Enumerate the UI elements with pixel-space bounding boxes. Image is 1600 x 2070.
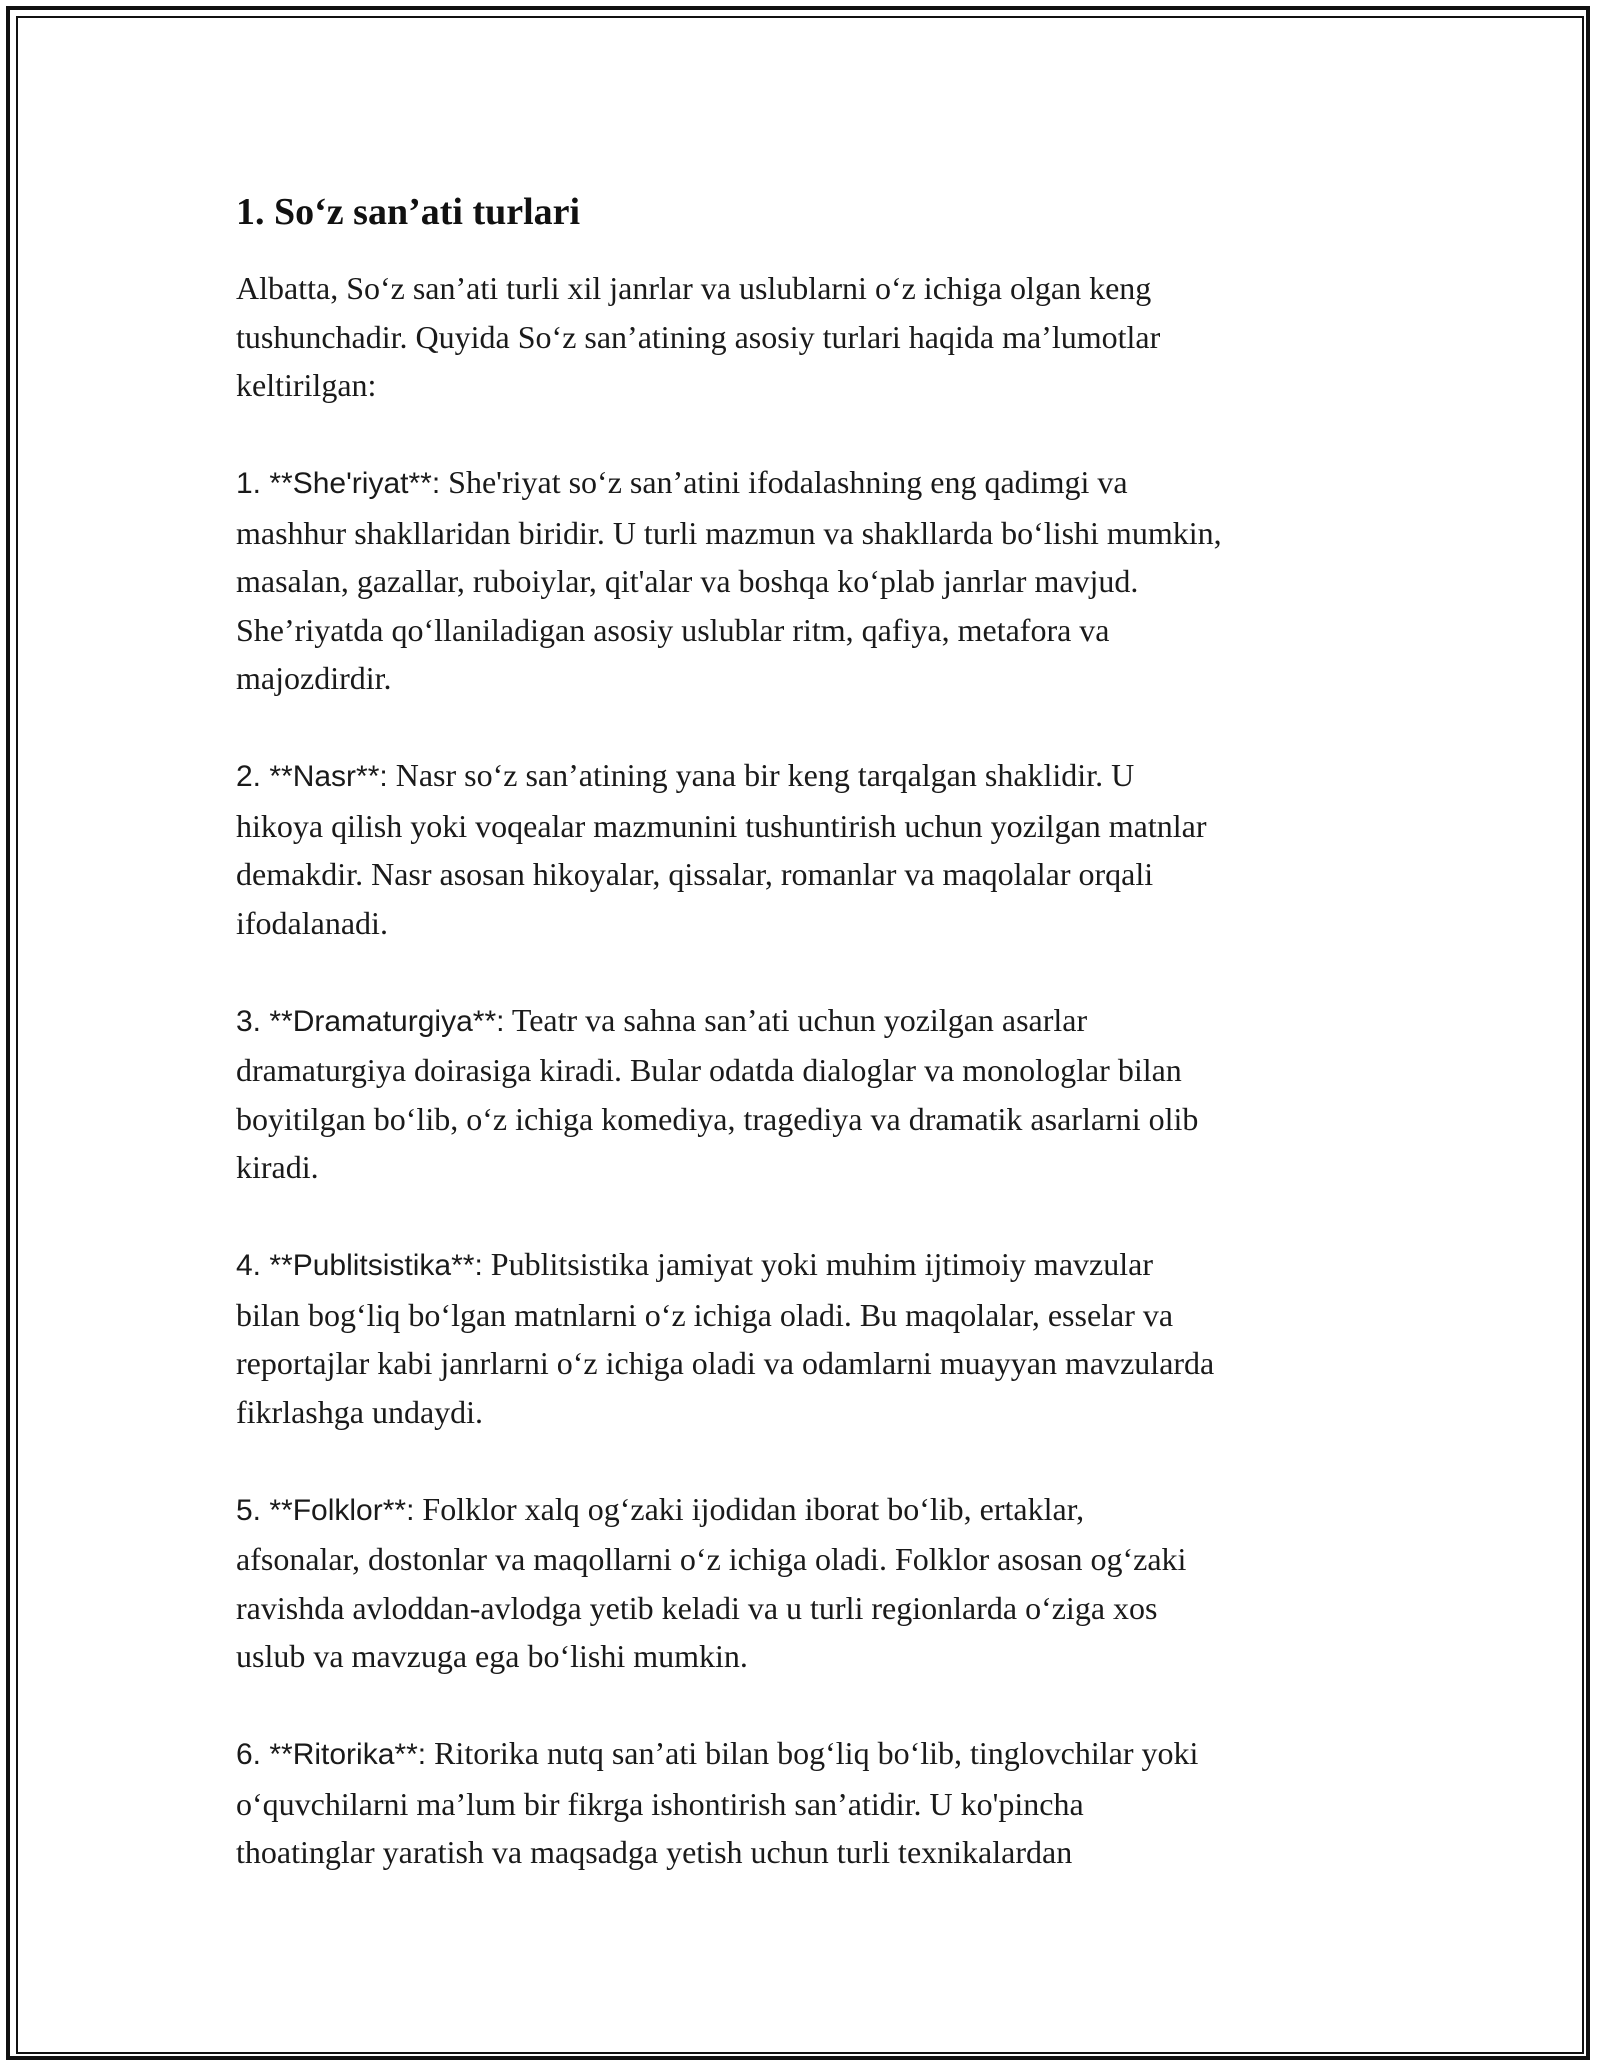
list-item-text: Teatr va sahna san’ati uchun yozilgan asarlar dramaturgiya doirasiga kiradi. Bular odatda dialoglar va monologlar bilan boyitilgan bo‘lib, o‘z ichiga komediya, tragediya va dramatik asarlarni olib kiradi. bbox=[236, 1001, 1199, 1185]
list-item-nasr bbox=[236, 751, 1376, 947]
page-title: 1. So‘z san’ati turlari bbox=[236, 191, 581, 233]
list-item-text: Ritorika nutq san’ati bilan bog‘liq bo‘lib, tinglovchilar yoki o‘quvchilarni ma’lum bir fikrga ishontirish san’atidir. U ko'pincha thoatinglar yaratish va maqsadga yetish uchun turli texnikalardan bbox=[236, 1735, 1199, 1870]
list-item-lead: 3. **Dramaturgiya**: bbox=[236, 1004, 505, 1038]
list-item-ritorika bbox=[236, 1729, 1376, 1877]
list-item-lead: 5. **Folklor**: bbox=[236, 1493, 415, 1527]
list-item-sheriyat bbox=[236, 458, 1376, 703]
list-item-dramaturgiya bbox=[236, 996, 1376, 1192]
list-item-text: Folklor xalq og‘zaki ijodidan iborat bo‘lib, ertaklar, afsonalar, dostonlar va maqollarni o‘z ichiga oladi. Folklor asosan og‘zaki ravishda avloddan-avlodga yetib keladi va u turli regionlarda o‘ziga xos uslub va mavzuga ega bo‘lishi mumkin. bbox=[236, 1490, 1187, 1674]
list-item-lead: 2. **Nasr**: bbox=[236, 760, 388, 793]
list-item-lead: 1. **She'riyat**: bbox=[236, 467, 441, 500]
list-item-lead: 6. **Ritorika**: bbox=[236, 1738, 427, 1771]
list-item-text: Publitsistika jamiyat yoki muhim ijtimoiy mavzular bilan bog‘liq bo‘lgan matnlarni o‘z ichiga oladi. Bu maqolalar, esselar va reportajlar kabi janrlarni o‘z ichiga oladi va odamlarni muayyan mavzularda fikrlashga undaydi. bbox=[236, 1246, 1215, 1430]
list-item-text: She'riyat so‘z san’atini ifodalashning eng qadimgi va mashhur shakllaridan biridir. U turli mazmun va shakllarda bo‘lishi mumkin, masalan, gazallar, ruboiylar, qit'alar va boshqa ko‘plab janrlar mavjud. She’riyatda qo‘llaniladigan asosiy uslublar ritm, qafiya, metafora va majozdirdir. bbox=[236, 464, 1222, 696]
list-item-text: Nasr so‘z san’atining yana bir keng tarqalgan shaklidir. U hikoya qilish yoki voqealar mazmunini tushuntirish uchun yozilgan matnlar demakdir. Nasr asosan hikoyalar, qissalar, romanlar va maqolalar orqali ifodalanadi. bbox=[236, 757, 1207, 941]
list-item-lead: 4. **Publitsistika**: bbox=[236, 1249, 483, 1282]
list-item-publitsistika bbox=[236, 1240, 1376, 1436]
document-body bbox=[236, 186, 1376, 1877]
list-item-folklor bbox=[236, 1485, 1376, 1681]
intro-paragraph: Albatta, So‘z san’ati turli xil janrlar va uslublarni o‘z ichiga olgan keng tushunchadir. Quyida So‘z san’atining asosiy turlari haqida ma’lumotlar keltirilgan: bbox=[236, 270, 1161, 403]
